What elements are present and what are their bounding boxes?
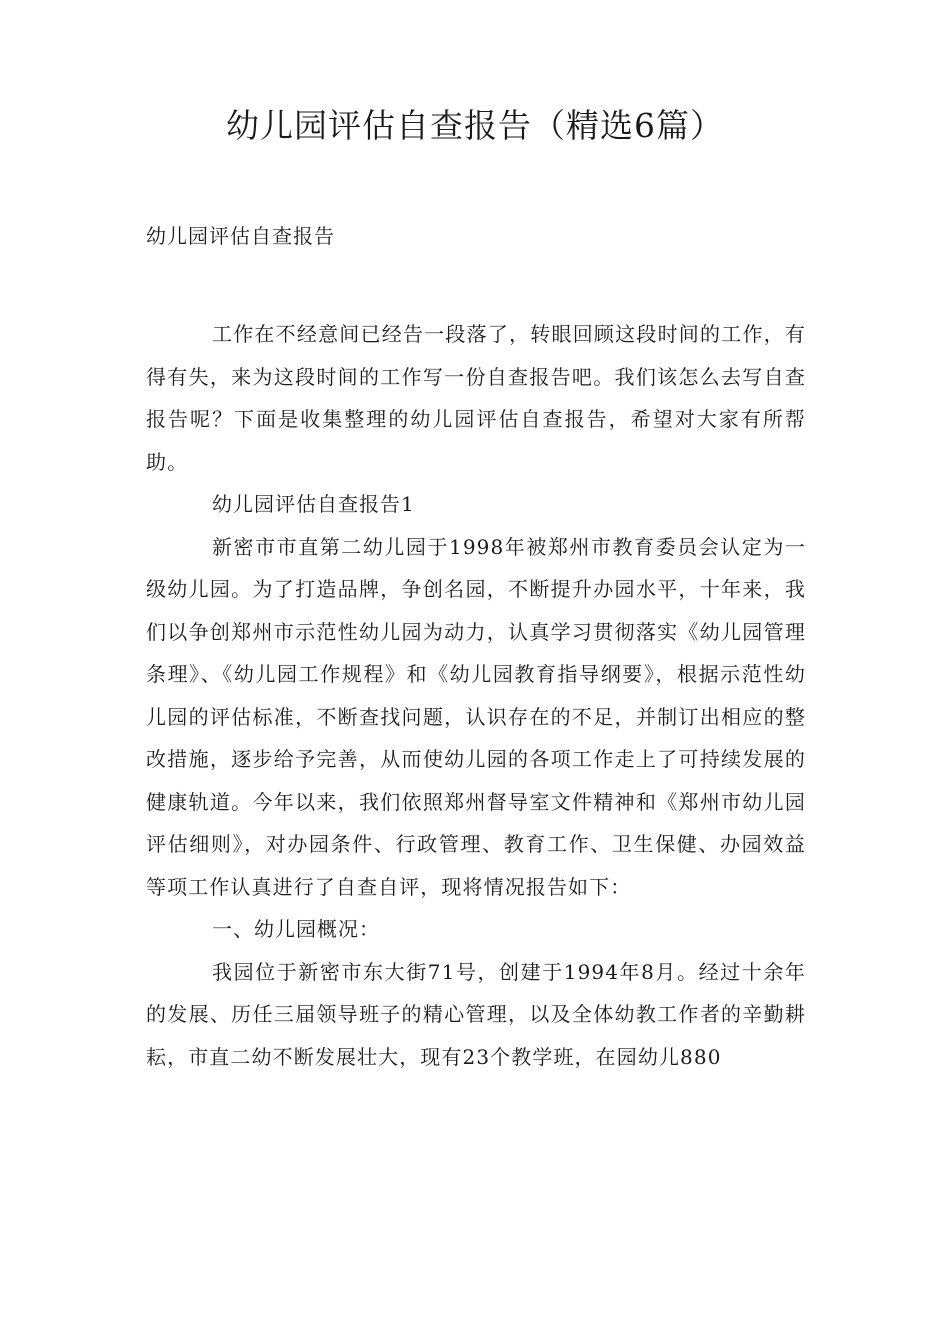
document-body xyxy=(146,313,806,1078)
intro-paragraph: 工作在不经意间已经告一段落了，转眼回顾这段时间的工作，有得有失，来为这段时间的工作写一份自查报告吧。我们该怎么去写自查报告呢？下面是收集整理的幼儿园评估自查报告，希望对大家有所帮助。 xyxy=(146,322,806,474)
body-paragraph: 新密市市直第二幼儿园于1998年被郑州市教育委员会认定为一级幼儿园。为了打造品牌，争创名园，不断提升办园水平，十年来，我们以争创郑州市示范性幼儿园为动力，认真学习贯彻落实《幼儿园管理条理》、《幼儿园工作规程》和《幼儿园教育指导纲要》，根据示范性幼儿园的评估标准，不断查找问题，认识存在的不足，并制订出相应的整改措施，逐步给予完善，从而使幼儿园的各项工作走上了可持续发展的健康轨道。今年以来，我们依照郑州督导室文件精神和《郑州市幼儿园评估细则》，对办园条件、行政管理、教育工作、卫生保健、办园效益等项工作认真进行了自查自评，现将情况报告如下： xyxy=(146,534,806,899)
section-heading-report-1: 幼儿园评估自查报告1 xyxy=(212,492,415,516)
document-subtitle: 幼儿园评估自查报告 xyxy=(146,224,335,248)
document-title: 幼儿园评估自查报告（精选6篇） xyxy=(226,106,724,145)
section-heading-overview: 一、幼儿园概况： xyxy=(212,917,380,941)
body-paragraph: 我园位于新密市东大街71号，创建于1994年8月。经过十余年的发展、历任三届领导班子的精心管理，以及全体幼教工作者的辛勤耕耘，市直二幼不断发展壮大，现有23个教学班，在园幼儿880 xyxy=(146,959,806,1069)
